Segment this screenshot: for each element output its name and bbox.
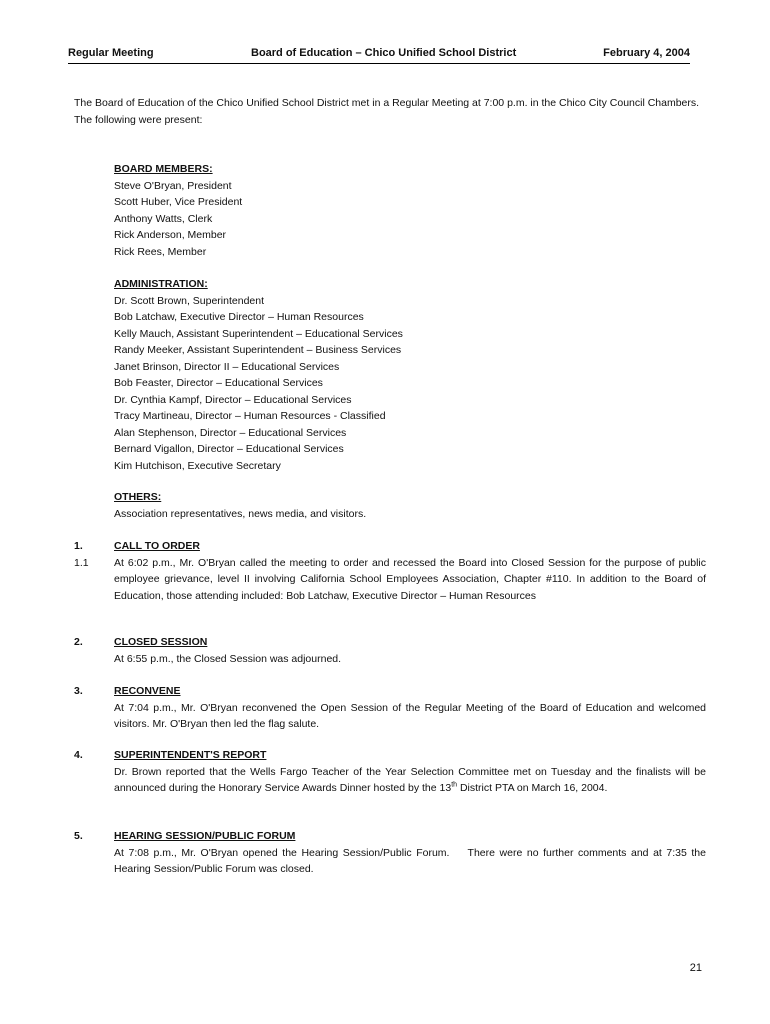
header-meeting-type: Regular Meeting [68,47,154,59]
others-block [114,489,714,522]
section-title: HEARING SESSION/PUBLIC FORUM [114,830,296,842]
subsection-number: 1.1 [74,556,89,569]
header-date: February 4, 2004 [603,47,690,59]
section-text-part: Dr. Brown reported that the Wells Fargo Teacher of the Year Selection Committee met on Tuesday and the finalists will be announced during the Honorary Service Awards Dinner hosted by the 13 [114,765,706,794]
section-superintendent-report [74,747,710,797]
header-organization: Board of Education – Chico Unified School District [251,47,517,59]
section-text: At 7:04 p.m., Mr. O'Bryan reconvened the Open Session of the Regular Meeting of the Board of Education and welcomed visitors. Mr. O'Bryan then led the flag salute. [114,701,706,730]
section-title: CALL TO ORDER [114,540,200,552]
section-title: CLOSED SESSION [114,636,208,648]
section-text: At 6:02 p.m., Mr. O'Bryan called the meeting to order and recessed the Board into Closed Session for the purpose of public employee grievance, level II involving California School Employees Association, Chapter #110. In addition to the Board of Education, those attending included: Bob Latchaw, Executive Director – Human Resources [114,556,706,602]
administrator: Bernard Vigallon, Director – Educational Services [114,443,344,455]
intro-text: The Board of Education of the Chico Unified School District met in a Regular Meeting at 7:00 p.m. in the Chico City Council Chambers. [74,97,700,109]
section-text: At 6:55 p.m., the Closed Session was adjourned. [114,652,342,665]
others-text: Association representatives, news media, and visitors. [114,507,367,520]
intro-present-text: The following were present: [74,113,203,126]
administration-block [114,276,714,474]
ordinal-superscript: th [451,781,458,789]
section-reconvene [74,683,710,733]
board-members-block [114,161,714,260]
page-number: 21 [689,962,702,974]
administrator: Tracy Martineau, Director – Human Resources - Classified [114,410,386,422]
intro-paragraph [74,95,704,128]
administrator: Alan Stephenson, Director – Educational Services [114,426,347,439]
section-text-part: District PTA on March 16, 2004. [457,782,608,794]
board-member: Rick Anderson, Member [114,229,227,241]
administrator: Kim Hutchison, Executive Secretary [114,459,281,472]
section-title: RECONVENE [114,685,181,697]
administrator: Kelly Mauch, Assistant Superintendent – Educational Services [114,327,403,340]
section-number: 4. [74,749,83,761]
page-header [68,47,690,64]
administrator: Janet Brinson, Director II – Educational Services [114,360,340,373]
section-text: At 7:08 p.m., Mr. O'Bryan opened the Hearing Session/Public Forum. There were no further comments and at 7:35 the Hearing Session/Public Forum was closed. [114,846,709,875]
section-title: SUPERINTENDENT'S REPORT [114,749,267,761]
section-call-to-order [74,538,710,604]
administrator: Dr. Scott Brown, Superintendent [114,294,264,307]
section-number: 3. [74,685,83,697]
board-member: Anthony Watts, Clerk [114,212,213,225]
administrator: Bob Feaster, Director – Educational Services [114,377,323,389]
board-members-title: BOARD MEMBERS: [114,163,213,175]
administrator: Randy Meeker, Assistant Superintendent – Business Services [114,344,402,356]
section-number: 5. [74,830,83,842]
others-title: OTHERS: [114,491,162,503]
board-member: Scott Huber, Vice President [114,196,243,208]
administrator: Dr. Cynthia Kampf, Director – Educational Services [114,393,352,406]
board-member: Steve O'Bryan, President [114,179,232,192]
section-number: 2. [74,636,83,648]
board-member: Rick Rees, Member [114,245,207,258]
section-text [114,764,706,797]
section-closed-session [74,634,710,667]
section-hearing-session [74,828,710,878]
administrator: Bob Latchaw, Executive Director – Human Resources [114,311,364,323]
section-number: 1. [74,540,83,552]
administration-title: ADMINISTRATION: [114,278,208,290]
